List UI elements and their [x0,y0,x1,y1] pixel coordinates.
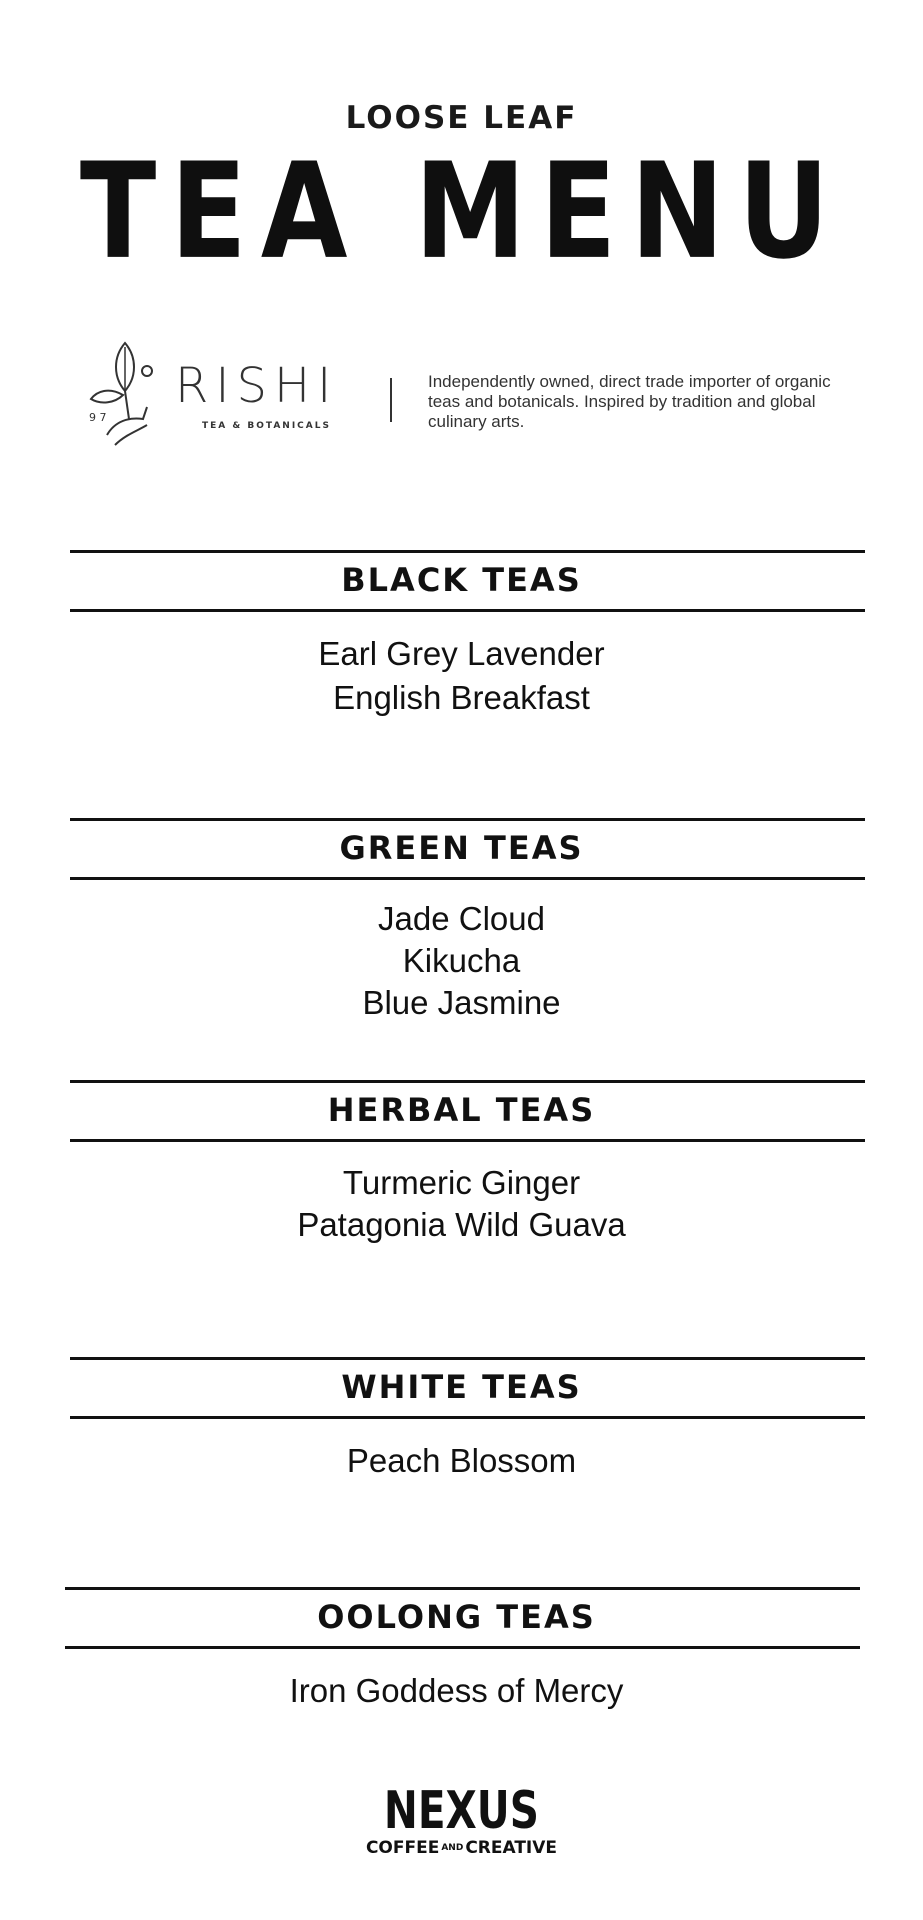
tea-leaf-hand-icon [85,335,165,455]
section-rule [70,609,865,612]
brand-subtitle: TEA & BOTANICALS [202,421,331,431]
menu-kicker: LOOSE LEAF [345,100,578,136]
section-title: OOLONG TEAS [317,1598,596,1636]
section-rule [65,1587,860,1590]
tea-list [0,1439,923,1483]
section-title: GREEN TEAS [339,829,584,867]
emblem-numerals: 9 7 [89,411,107,424]
section-rule [70,1139,865,1142]
nexus-tagline-right: CREATIVE [465,1838,558,1858]
nexus-tagline-amp: AND [441,1843,464,1853]
rishi-brand-block [80,330,860,460]
brand-divider [390,378,392,422]
brand-description: Independently owned, direct trade importer of organic teas and botanicals. Inspired by tradition and global culinary arts. [428,372,831,431]
tea-item: Kikucha [402,942,521,979]
tea-list [0,1669,923,1713]
section-rule [70,1357,865,1360]
nexus-tagline-left: COFFEE [365,1838,440,1858]
tea-item: Iron Goddess of Mercy [289,1672,624,1709]
nexus-logo-name: NEXUS [383,1781,540,1841]
section-rule [70,550,865,553]
section-rule [70,818,865,821]
tea-item: English Breakfast [333,679,590,716]
tea-list [0,898,923,1024]
nexus-logo-tagline [0,1839,923,1857]
tea-list [0,632,923,720]
menu-title: TEA MENU [79,135,844,289]
section-title: HERBAL TEAS [327,1091,596,1129]
section-title: WHITE TEAS [341,1368,582,1406]
tea-list [0,1162,923,1246]
section-rule [70,1080,865,1083]
tea-item: Earl Grey Lavender [318,635,605,672]
section-rule [70,877,865,880]
section-rule [65,1646,860,1649]
section-rule [70,1416,865,1419]
nexus-logo [0,1781,923,1858]
tea-item: Blue Jasmine [362,984,561,1021]
tea-item: Jade Cloud [378,900,545,937]
tea-item: Patagonia Wild Guava [297,1206,626,1243]
brand-name: RISHI [175,358,339,414]
tea-item: Turmeric Ginger [342,1164,581,1201]
tea-item: Peach Blossom [346,1442,577,1479]
section-title: BLACK TEAS [341,561,582,599]
